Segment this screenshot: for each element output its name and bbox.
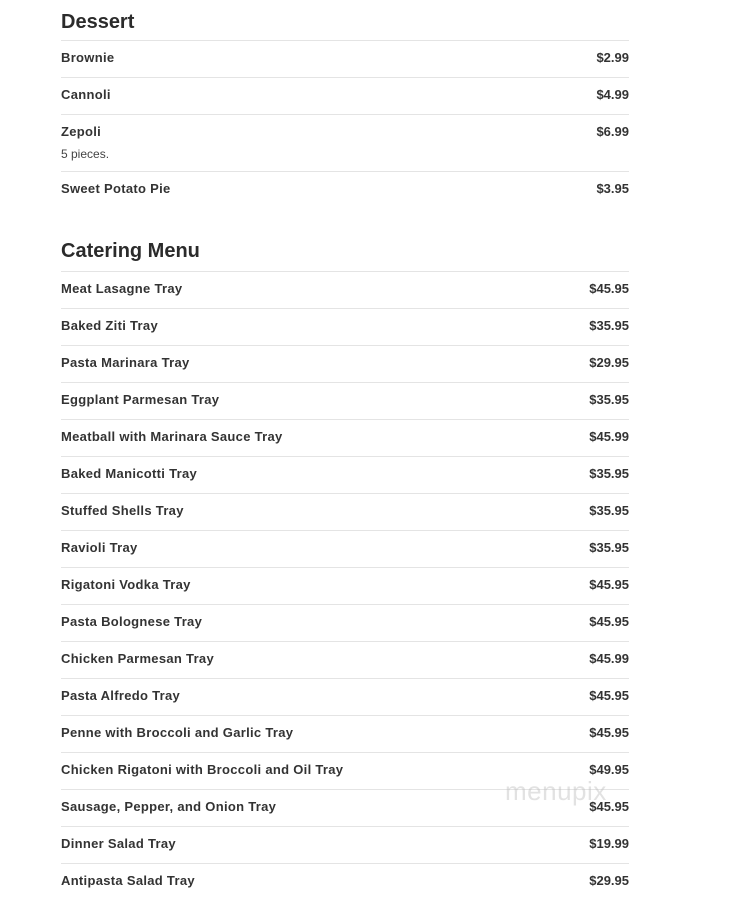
item-name: Brownie [61, 50, 115, 65]
watermark-logo: menupix [505, 776, 607, 806]
item-price: $45.99 [589, 429, 629, 444]
item-description: 5 pieces. [61, 147, 110, 161]
item-name: Baked Manicotti Tray [61, 466, 198, 481]
item-price: $3.95 [596, 181, 629, 196]
item-name: Sausage, Pepper, and Onion Tray [61, 799, 277, 814]
menu-item[interactable] [61, 605, 629, 642]
menu-item[interactable] [61, 115, 629, 172]
menu-item[interactable] [61, 642, 629, 679]
item-price: $45.95 [589, 281, 629, 296]
item-price: $29.95 [589, 873, 629, 888]
item-name: Ravioli Tray [61, 540, 138, 555]
menu-content [61, 0, 629, 901]
item-name: Pasta Alfredo Tray [61, 688, 181, 703]
item-price: $45.95 [589, 614, 629, 629]
menu-item[interactable] [61, 78, 629, 115]
item-name: Eggplant Parmesan Tray [61, 392, 220, 407]
item-price: $45.95 [589, 799, 629, 814]
item-name: Cannoli [61, 87, 111, 102]
item-name: Sweet Potato Pie [61, 181, 171, 196]
item-price: $45.95 [589, 725, 629, 740]
item-name: Pasta Bolognese Tray [61, 614, 203, 629]
item-name: Baked Ziti Tray [61, 318, 158, 333]
item-price: $2.99 [596, 50, 629, 65]
item-price: $6.99 [596, 124, 629, 139]
menu-item[interactable] [61, 309, 629, 346]
item-price: $35.95 [589, 503, 629, 518]
menu-item[interactable] [61, 864, 629, 901]
item-name: Meat Lasagne Tray [61, 281, 183, 296]
item-price: $45.95 [589, 577, 629, 592]
item-name: Chicken Parmesan Tray [61, 651, 214, 666]
menu-item[interactable] [61, 172, 629, 209]
item-price: $35.95 [589, 392, 629, 407]
item-price: $29.95 [589, 355, 629, 370]
menu-item[interactable] [61, 383, 629, 420]
item-price: $49.95 [589, 762, 629, 777]
menu-item[interactable] [61, 531, 629, 568]
item-name: Pasta Marinara Tray [61, 355, 190, 370]
item-price: $35.95 [589, 318, 629, 333]
item-price: $35.95 [589, 466, 629, 481]
item-name: Dinner Salad Tray [61, 836, 176, 851]
menu-item[interactable] [61, 494, 629, 531]
item-price: $45.99 [589, 651, 629, 666]
item-name: Penne with Broccoli and Garlic Tray [61, 725, 294, 740]
item-name: Rigatoni Vodka Tray [61, 577, 191, 592]
menu-item[interactable] [61, 420, 629, 457]
item-price: $45.95 [589, 688, 629, 703]
item-name: Zepoli [61, 124, 102, 139]
item-price: $35.95 [589, 540, 629, 555]
menu-item[interactable] [61, 568, 629, 605]
menu-item[interactable] [61, 679, 629, 716]
menu-item[interactable] [61, 272, 629, 309]
menu-item[interactable] [61, 827, 629, 864]
menu-item[interactable] [61, 457, 629, 494]
menu-item[interactable] [61, 716, 629, 753]
item-name: Meatball with Marinara Sauce Tray [61, 429, 283, 444]
menu-item[interactable] [61, 41, 629, 78]
menu-item[interactable] [61, 346, 629, 383]
item-name: Stuffed Shells Tray [61, 503, 184, 518]
item-price: $4.99 [596, 87, 629, 102]
item-name: Antipasta Salad Tray [61, 873, 195, 888]
section-title-dessert: Dessert [61, 0, 629, 41]
section-title-catering: Catering Menu [61, 231, 629, 272]
item-price: $19.99 [589, 836, 629, 851]
item-name: Chicken Rigatoni with Broccoli and Oil Tray [61, 762, 344, 777]
